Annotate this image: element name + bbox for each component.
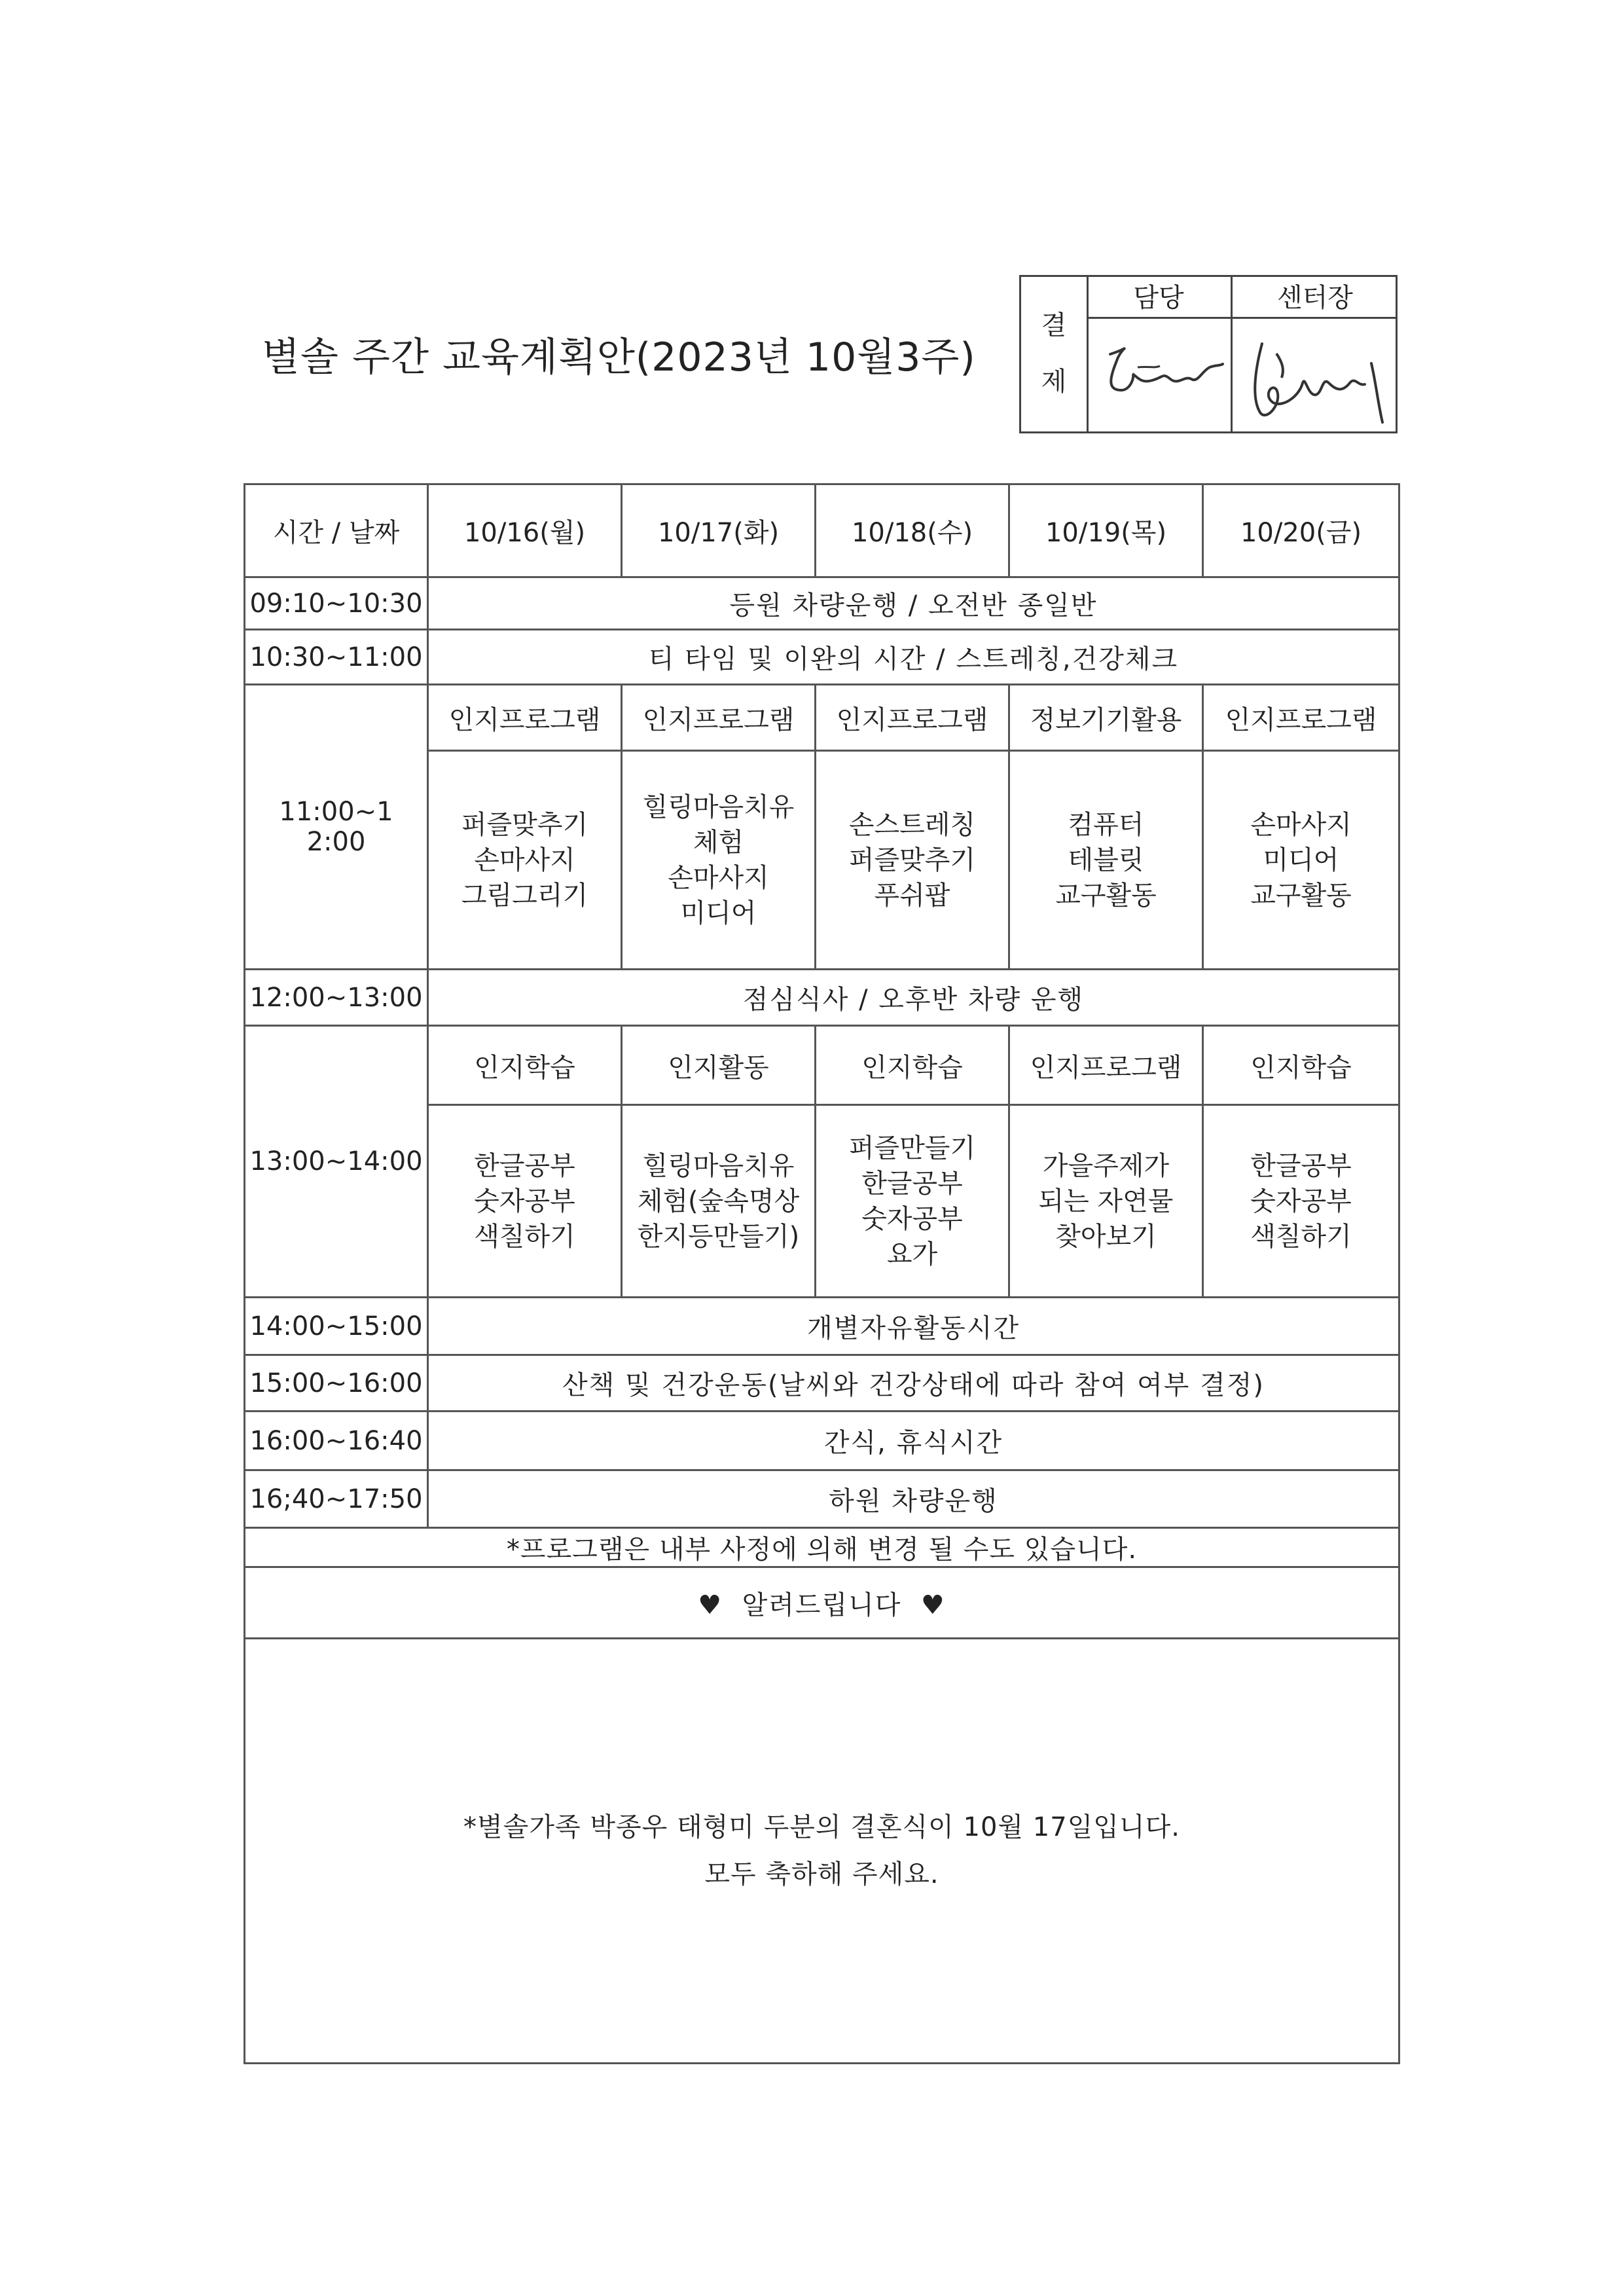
time-cell: 16:00~16:40 [245,1412,428,1470]
schedule-row [245,1298,1399,1355]
category-cell: 인지학습 [816,1026,1009,1105]
schedule-row [245,970,1399,1026]
activity-item: 숫자공부 [474,1186,575,1216]
time-cell: 16;40~17:50 [245,1470,428,1528]
activity-cell: 티 타임 및 이완의 시간 / 스트레칭,건강체크 [428,630,1399,685]
activity-item: 교구활동 [1055,880,1157,911]
schedule-row [245,1355,1399,1412]
time-cell: 13:00~14:00 [245,1026,428,1298]
time-cell: 12:00~13:00 [245,970,428,1026]
activity-item: 한지등만들기) [637,1221,800,1252]
time-cell: 09:10~10:30 [245,577,428,630]
category-cell: 인지프로그램 [428,685,622,751]
approval-label-top: 결 [1041,310,1067,340]
activity-list [622,751,816,970]
activity-item: 퍼즐만들기 [848,1133,976,1163]
activity-item: 요가 [886,1239,938,1269]
header-day: 10/16(월) [428,484,622,577]
time-cell [245,685,428,970]
director-signature [1237,324,1394,429]
activity-item: 찾아보기 [1055,1221,1157,1252]
activity-item: 퍼즐맞추기 [848,845,976,875]
morning-category-row [245,685,1399,751]
activity-item: 되는 자연물 [1038,1186,1174,1216]
manager-signature [1092,328,1226,413]
activity-item: 퍼즐맞추기 [461,809,588,840]
change-notice: *프로그램은 내부 사정에 의해 변경 될 수도 있습니다. [245,1528,1399,1567]
activity-item: 가을주제가 [1042,1150,1170,1181]
approval-label-bottom: 제 [1041,367,1067,397]
activity-item: 숫자공부 [861,1203,963,1234]
header-time-day: 시간 / 날짜 [245,484,428,577]
notice-line: 모두 축하해 주세요. [704,1859,939,1889]
schedule-row [245,577,1399,630]
time-cell: 15:00~16:00 [245,1355,428,1412]
activity-item: 색칠하기 [1250,1221,1352,1252]
approval-header-director: 센터장 [1233,277,1398,319]
activity-list [428,1105,622,1298]
activity-item: 한글공부 [861,1168,963,1199]
header-day: 10/20(금) [1203,484,1399,577]
category-cell: 정보기기활용 [1009,685,1203,751]
header-day: 10/17(화) [622,484,816,577]
category-cell: 인지활동 [622,1026,816,1105]
header-row [245,484,1399,577]
activity-item: 체험(숲속명상 [637,1186,800,1216]
activity-list [1203,751,1399,970]
header-day: 10/18(수) [816,484,1009,577]
activity-item: 체험 [693,827,744,858]
heart-icon: ♥ [920,1590,946,1620]
activity-item: 색칠하기 [474,1221,575,1252]
afternoon-category-row [245,1026,1399,1105]
heart-icon: ♥ [698,1590,723,1620]
activity-cell: 등원 차량운행 / 오전반 종일반 [428,577,1399,630]
activity-list [622,1105,816,1298]
activity-list [1009,751,1203,970]
activity-item: 손마사지 [1250,809,1352,840]
category-cell: 인지프로그램 [816,685,1009,751]
activity-item: 손마사지 [668,862,769,893]
activity-item: 미디어 [680,898,757,928]
approval-header-manager: 담당 [1087,277,1231,319]
time-line: 2:00 [306,827,366,857]
activity-cell: 하원 차량운행 [428,1470,1399,1528]
note-row [245,1528,1399,1567]
category-cell: 인지학습 [1203,1026,1399,1105]
time-line: 11:00~1 [279,797,393,827]
activity-list [816,751,1009,970]
activity-item: 그림그리기 [461,880,588,911]
activity-item: 힐링마음치유 [642,1150,795,1181]
notice-body-row [245,1639,1399,2064]
activity-item: 교구활동 [1250,880,1352,911]
category-cell: 인지프로그램 [1009,1026,1203,1105]
weekly-plan-table [244,483,1400,2064]
category-cell: 인지학습 [428,1026,622,1105]
activity-item: 한글공부 [1250,1150,1352,1181]
activity-item: 손마사지 [474,845,575,875]
activity-item: 숫자공부 [1250,1186,1352,1216]
notice-heading-text: 알려드립니다 [742,1590,902,1620]
activity-list [1203,1105,1399,1298]
activity-list [816,1105,1009,1298]
notice-body [245,1639,1399,2064]
notice-line: *별솔가족 박종우 태형미 두분의 결혼식이 10월 17일입니다. [463,1812,1180,1842]
activity-cell: 간식, 휴식시간 [428,1412,1399,1470]
activity-item: 힐링마음치유 [642,792,795,822]
category-cell: 인지프로그램 [1203,685,1399,751]
notice-heading-row [245,1567,1399,1639]
approval-box [1019,275,1398,433]
activity-item: 테블릿 [1068,845,1144,875]
activity-item: 미디어 [1263,845,1339,875]
category-cell: 인지프로그램 [622,685,816,751]
activity-cell: 점심식사 / 오후반 차량 운행 [428,970,1399,1026]
activity-item: 한글공부 [474,1150,575,1181]
time-cell: 14:00~15:00 [245,1298,428,1355]
activity-item: 손스트레칭 [848,809,976,840]
activity-list [428,751,622,970]
activity-item: 컴퓨터 [1068,809,1144,840]
time-cell: 10:30~11:00 [245,630,428,685]
header-day: 10/19(목) [1009,484,1203,577]
activity-list [1009,1105,1203,1298]
notice-heading [245,1567,1399,1639]
page-title: 별솔 주간 교육계획안(2023년 10월3주) [262,335,976,380]
activity-cell: 개별자유활동시간 [428,1298,1399,1355]
activity-cell: 산책 및 건강운동(날씨와 건강상태에 따라 참여 여부 결정) [428,1355,1399,1412]
schedule-row [245,1412,1399,1470]
schedule-row [245,630,1399,685]
approval-label-column [1021,277,1089,431]
activity-item: 푸쉬팝 [874,880,950,911]
schedule-row [245,1470,1399,1528]
